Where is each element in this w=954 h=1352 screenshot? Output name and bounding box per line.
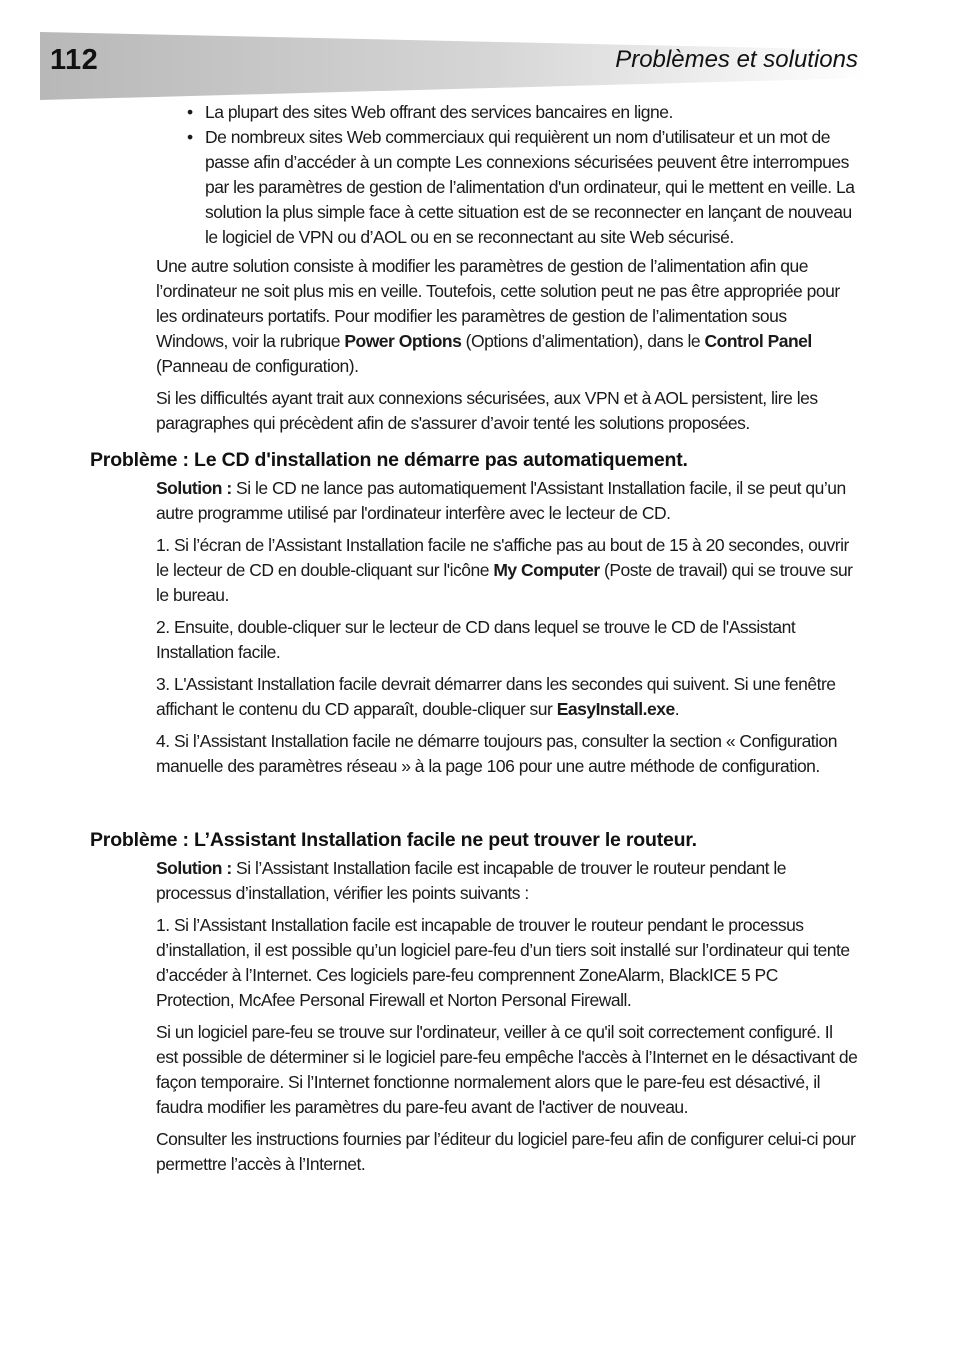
bullet-icon: • — [187, 127, 193, 147]
list-item: • La plupart des sites Web offrant des services bancaires en ligne. — [205, 100, 860, 125]
step-2: 2. Ensuite, double-cliquer sur le lecteur de CD dans lequel se trouve le CD de l'Assistant Installation facile. — [156, 617, 796, 662]
step-1: 1. Si l’écran de l’Assistant Installation facile ne s'affiche pas au bout de 15 à 20 secondes, ouvrir le lecteur de CD en double-cliquant sur l'icône My Computer (Poste de travail) qui se trouve sur le bureau. — [156, 535, 853, 605]
solution-paragraph: Solution : Si le CD ne lance pas automatiquement l'Assistant Installation facile, il se peut qu’un autre programme utilisé par l'ordinateur interfère avec le lecteur de CD. — [156, 478, 846, 523]
running-title: Problèmes et solutions — [615, 46, 858, 73]
list-item: • De nombreux sites Web commerciaux qui requièrent un nom d’utilisateur et un mot de passe afin d’accéder à un compte Les connexions sécurisées peuvent être interrompues par les paramètres de gestion de l’alimentation d'un ordinateur, qui le mettent en veille. La solution la plus simple face à cette situation est de se reconnecter en lançant de nouveau le logiciel de VPN ou d’AOL ou en se reconnectant au site Web sécurisé. — [187, 127, 855, 247]
persisting-issues-paragraph: Si les difficultés ayant trait aux connexions sécurisées, aux VPN et à AOL persistent, lire les paragraphes qui précèdent afin de s'assurer d’avoir tenté les solutions proposées. — [156, 388, 818, 433]
page-number: 112 — [50, 44, 99, 76]
page-content — [0, 100, 954, 1184]
problem-heading-cd: Problème : Le CD d'installation ne démarre pas automatiquement. — [90, 449, 688, 471]
bullet-icon: • — [187, 102, 193, 122]
step-3: 3. L'Assistant Installation facile devrait démarrer dans les secondes qui suivent. Si une fenêtre affichant le contenu du CD apparaît, double-cliquer sur EasyInstall.exe. — [156, 674, 836, 719]
step-4: 4. Si l’Assistant Installation facile ne démarre toujours pas, consulter la section « Configuration manuelle des paramètres réseau » à la page 106 pour une autre méthode de configuration. — [156, 731, 838, 776]
power-options-paragraph: Une autre solution consiste à modifier les paramètres de gestion de l’alimentation afin que l’ordinateur ne soit plus mis en veille. Toutefois, cette solution peut ne pas être appropriée pour les ordinateurs portatifs. Pour modifier les paramètres de gestion de l’alimentation sous Windows, voir la rubrique Power Options (Options d’alimentation), dans le Control Panel (Panneau de configuration). — [156, 256, 840, 376]
firewall-config-paragraph: Si un logiciel pare-feu se trouve sur l'ordinateur, veiller à ce qu'il soit correctement configuré. Il est possible de déterminer si le logiciel pare-feu empêche l'accès à l’Internet en le désactivant de façon temporaire. Si l’Internet fonctionne normalement alors que le pare-feu est désactivé, il faudra modifier les paramètres du pare-feu avant de l'activer de nouveau. — [156, 1022, 858, 1117]
step-1: 1. Si l’Assistant Installation facile est incapable de trouver le routeur pendant le processus d’installation, il est possible qu’un logiciel pare-feu d’un tiers soit installé sur l’ordinateur qui tente d’accéder à l’Internet. Ces logiciels pare-feu comprennent ZoneAlarm, BlackICE 5 PC Protection, McAfee Personal Firewall et Norton Personal Firewall. — [156, 915, 850, 1010]
section-spacer — [0, 786, 954, 816]
firewall-instructions-paragraph: Consulter les instructions fournies par l’éditeur du logiciel pare-feu afin de configurer celui-ci pour permettre l’accès à l’Internet. — [156, 1129, 856, 1174]
solution-paragraph: Solution : Si l’Assistant Installation facile est incapable de trouver le routeur pendant le processus d’installation, vérifier les points suivants : — [156, 858, 787, 903]
problem-heading-router: Problème : L’Assistant Installation facile ne peut trouver le routeur. — [90, 829, 697, 851]
bullet-list — [0, 100, 954, 250]
